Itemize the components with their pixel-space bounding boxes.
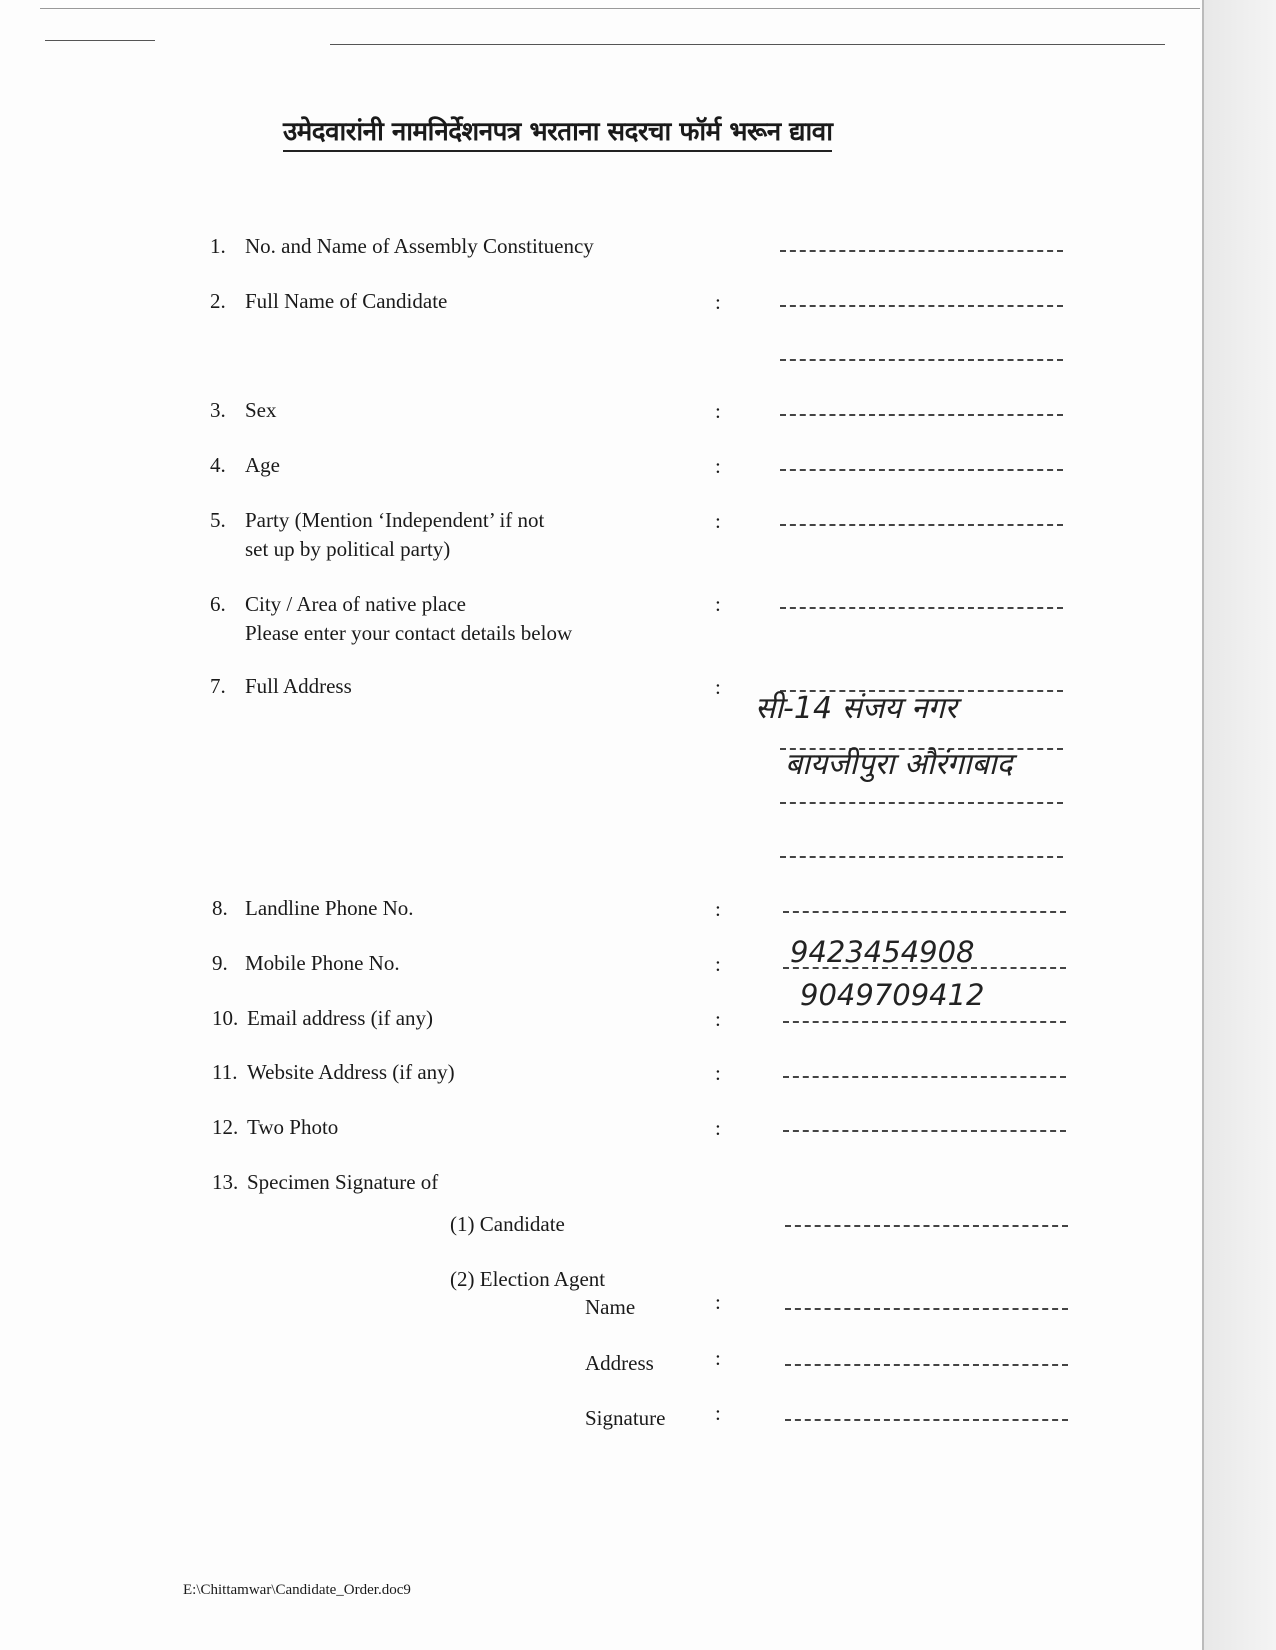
fill-in-line[interactable]: [780, 856, 1063, 858]
fill-in-line[interactable]: [783, 1076, 1066, 1078]
fill-in-line[interactable]: [780, 469, 1063, 471]
election-agent-label: (2) Election Agent: [450, 1267, 606, 1291]
fill-in-line[interactable]: [785, 1225, 1068, 1227]
divider: [330, 44, 1165, 45]
item-number: 12.: [212, 1115, 239, 1139]
fill-in-line[interactable]: [780, 305, 1063, 307]
fill-in-line[interactable]: [785, 1419, 1068, 1421]
colon-separator: :: [715, 952, 721, 976]
item-number: 6.: [210, 592, 226, 616]
item-number: 13.: [212, 1170, 239, 1194]
fill-in-line[interactable]: [780, 414, 1063, 416]
fill-in-line[interactable]: [780, 250, 1063, 252]
item-label: Website Address (if any): [247, 1060, 455, 1084]
fill-in-line[interactable]: [780, 359, 1063, 361]
colon-separator: :: [715, 1401, 721, 1425]
item-label: Full Name of Candidate: [245, 289, 448, 313]
divider: [45, 40, 155, 41]
item-number: 3.: [210, 398, 226, 422]
item-number: 5.: [210, 508, 226, 532]
fill-in-line[interactable]: [783, 1021, 1066, 1023]
form-title: उमेदवारांनी नामनिर्देशनपत्र भरताना सदरचा फॉर्म भरून द्यावा: [283, 112, 832, 152]
handwritten-address-line2: बायजीपुरा औरंगाबाद: [785, 747, 1013, 782]
colon-separator: :: [715, 399, 721, 423]
handwritten-mobile-1: 9423454908: [790, 935, 975, 969]
colon-separator: :: [715, 1007, 721, 1031]
item-number: 11.: [212, 1060, 238, 1084]
item-label: No. and Name of Assembly Constituency: [245, 234, 594, 258]
fill-in-line[interactable]: [780, 802, 1063, 804]
agent-signature-label: Signature: [585, 1406, 666, 1430]
item-label: City / Area of native place: [245, 592, 467, 616]
fill-in-line[interactable]: [780, 607, 1063, 609]
item-label: Two Photo: [247, 1115, 339, 1139]
colon-separator: :: [715, 1290, 721, 1314]
colon-separator: :: [715, 897, 721, 921]
colon-separator: :: [715, 290, 721, 314]
item-label: Full Address: [245, 674, 352, 698]
candidate-signature-label: (1) Candidate: [450, 1212, 565, 1236]
item-number: 8.: [212, 896, 228, 920]
fill-in-line[interactable]: [785, 1308, 1068, 1310]
item-number: 7.: [210, 674, 226, 698]
colon-separator: :: [715, 509, 721, 533]
fill-in-line[interactable]: [785, 1364, 1068, 1366]
colon-separator: :: [715, 592, 721, 616]
agent-address-label: Address: [585, 1351, 654, 1375]
fill-in-line[interactable]: [780, 524, 1063, 526]
item-label: Specimen Signature of: [247, 1170, 439, 1194]
fill-in-line[interactable]: [783, 911, 1066, 913]
scan-edge: [1202, 0, 1276, 1650]
item-number: 1.: [210, 234, 226, 258]
item-label: Sex: [245, 398, 277, 422]
agent-name-label: Name: [585, 1295, 636, 1319]
item-label: Landline Phone No.: [245, 896, 414, 920]
colon-separator: :: [715, 1061, 721, 1085]
footer-file-path: E:\Chittamwar\Candidate_Order.doc9: [183, 1582, 411, 1598]
colon-separator: :: [715, 454, 721, 478]
item-label: Party (Mention ‘Independent’ if not: [245, 508, 545, 532]
item-label: Email address (if any): [247, 1006, 434, 1030]
colon-separator: :: [715, 675, 721, 699]
handwritten-mobile-2: 9049709412: [800, 978, 985, 1012]
colon-separator: :: [715, 1116, 721, 1140]
divider: [40, 8, 1200, 9]
item-label: Mobile Phone No.: [245, 951, 400, 975]
handwritten-address-line1: सी-14 संजय नगर: [755, 691, 957, 726]
item-number: 2.: [210, 289, 226, 313]
item-number: 9.: [212, 951, 228, 975]
item-label: Age: [245, 453, 280, 477]
item-label-line2: set up by political party): [245, 537, 451, 561]
item-label-line2: Please enter your contact details below: [245, 621, 573, 645]
colon-separator: :: [715, 1346, 721, 1370]
fill-in-line[interactable]: [783, 1130, 1066, 1132]
item-number: 10.: [212, 1006, 239, 1030]
item-number: 4.: [210, 453, 226, 477]
